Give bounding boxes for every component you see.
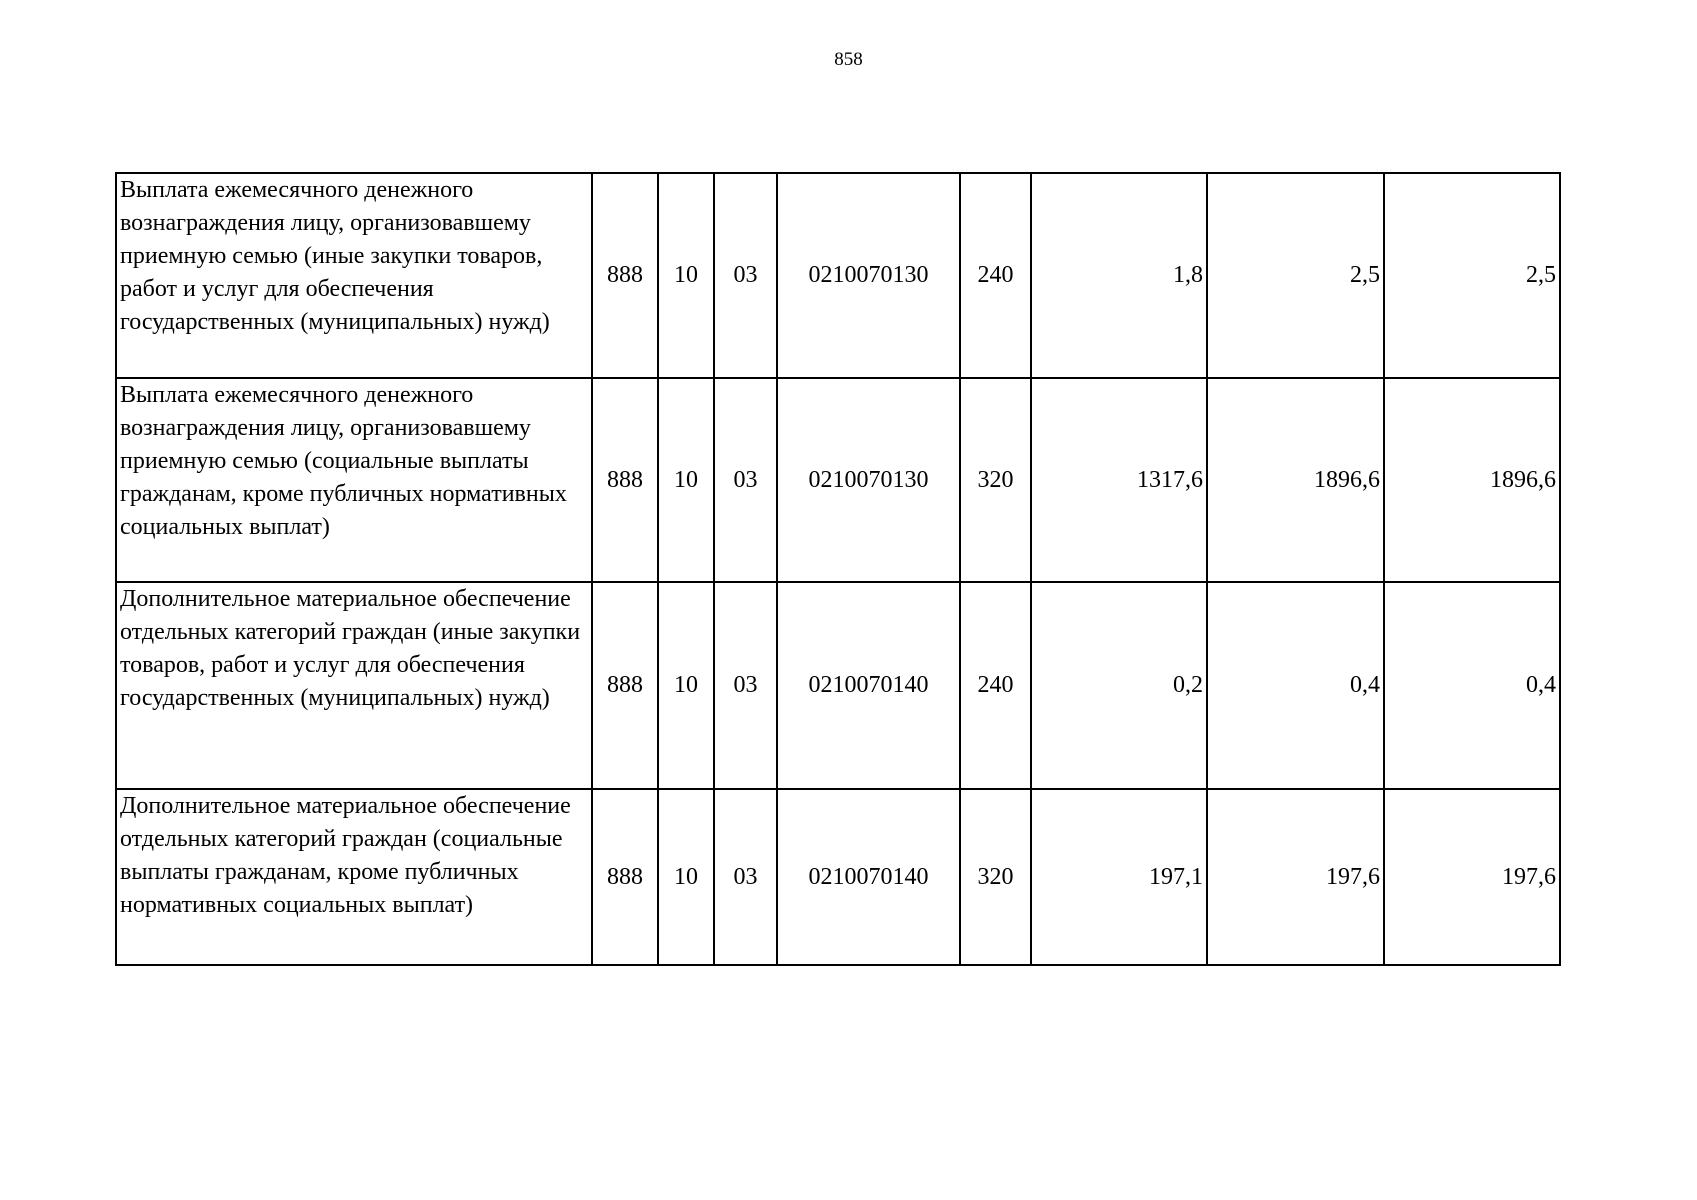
amount-3-cell: 2,5 xyxy=(1384,173,1560,378)
description-cell: Выплата ежемесячного денежного вознаграждения лицу, организовавшему приемную семью (иные закупки товаров, работ и услуг для обеспечения государственных (муниципальных) нужд) xyxy=(116,173,592,378)
ministry-code-cell: 888 xyxy=(592,582,658,789)
amount-3-cell: 1896,6 xyxy=(1384,378,1560,582)
expense-type-cell: 320 xyxy=(960,378,1031,582)
amount-3-cell: 197,6 xyxy=(1384,789,1560,965)
subsection-cell: 03 xyxy=(714,789,777,965)
table-row xyxy=(116,378,1560,582)
target-article-cell: 0210070140 xyxy=(777,789,960,965)
page-number: 858 xyxy=(834,49,863,70)
amount-1-cell: 197,1 xyxy=(1031,789,1207,965)
amount-2-cell: 1896,6 xyxy=(1207,378,1384,582)
subsection-cell: 03 xyxy=(714,173,777,378)
target-article-cell: 0210070130 xyxy=(777,173,960,378)
table-row xyxy=(116,789,1560,965)
amount-2-cell: 197,6 xyxy=(1207,789,1384,965)
section-cell: 10 xyxy=(658,378,714,582)
ministry-code-cell: 888 xyxy=(592,789,658,965)
description-cell: Выплата ежемесячного денежного вознаграждения лицу, организовавшему приемную семью (социальные выплаты гражданам, кроме публичных нормативных социальных выплат) xyxy=(116,378,592,582)
ministry-code-cell: 888 xyxy=(592,378,658,582)
expense-type-cell: 320 xyxy=(960,789,1031,965)
amount-1-cell: 1,8 xyxy=(1031,173,1207,378)
section-cell: 10 xyxy=(658,173,714,378)
amount-2-cell: 0,4 xyxy=(1207,582,1384,789)
table-row xyxy=(116,582,1560,789)
target-article-cell: 0210070130 xyxy=(777,378,960,582)
amount-3-cell: 0,4 xyxy=(1384,582,1560,789)
budget-table xyxy=(115,172,1561,966)
subsection-cell: 03 xyxy=(714,378,777,582)
table-row xyxy=(116,173,1560,378)
amount-2-cell: 2,5 xyxy=(1207,173,1384,378)
target-article-cell: 0210070140 xyxy=(777,582,960,789)
section-cell: 10 xyxy=(658,582,714,789)
subsection-cell: 03 xyxy=(714,582,777,789)
ministry-code-cell: 888 xyxy=(592,173,658,378)
description-cell: Дополнительное материальное обеспечение отдельных категорий граждан (иные закупки товаров, работ и услуг для обеспечения государственных (муниципальных) нужд) xyxy=(116,582,592,789)
amount-1-cell: 0,2 xyxy=(1031,582,1207,789)
description-cell: Дополнительное материальное обеспечение отдельных категорий граждан (социальные выплаты гражданам, кроме публичных нормативных социальных выплат) xyxy=(116,789,592,965)
expense-type-cell: 240 xyxy=(960,582,1031,789)
expense-type-cell: 240 xyxy=(960,173,1031,378)
section-cell: 10 xyxy=(658,789,714,965)
amount-1-cell: 1317,6 xyxy=(1031,378,1207,582)
